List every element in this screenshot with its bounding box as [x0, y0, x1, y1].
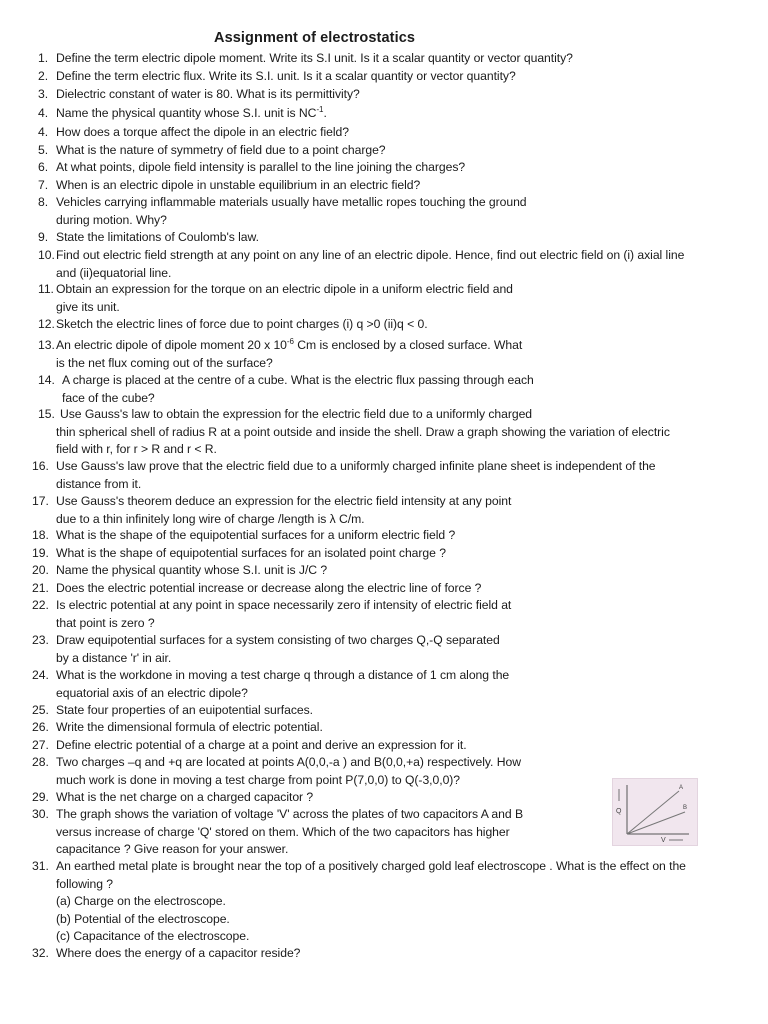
question-number: 31. [32, 859, 49, 873]
question-text: State the limitations of Coulomb's law. [56, 230, 259, 244]
question-text-line [56, 789, 313, 807]
question-number: 9. [38, 230, 49, 244]
question-text-line [62, 372, 534, 390]
question-text: (b) Potential of the electroscope. [56, 911, 230, 926]
question-text-line [56, 772, 460, 790]
question-number: 14. [38, 373, 55, 387]
question-text-line [62, 390, 155, 408]
question-text-line [56, 229, 259, 247]
question-text: The graph shows the variation of voltage 'V' across the plates of two capacitors A and B [56, 807, 524, 821]
question-number: 19. [32, 546, 49, 560]
question-text-line [60, 406, 532, 424]
question-text-line [56, 527, 455, 545]
graph-x-label: V [661, 837, 666, 844]
question-text-line [56, 159, 465, 177]
question-number: 11. [38, 282, 54, 296]
capacitor-graph [612, 778, 698, 846]
question-text-line [56, 632, 500, 650]
question-text: Is electric potential at any point in space necessarily zero if intensity of electric field at [56, 598, 512, 612]
question-text: face of the cube? [62, 390, 155, 405]
question-text-line [56, 142, 386, 160]
question-text: versus increase of charge 'Q' stored on them. Which of the two capacitors has higher [56, 824, 510, 839]
question-text-line [56, 337, 522, 355]
question-text: When is an electric dipole in unstable equilibrium in an electric field? [56, 178, 421, 192]
question-text: Write the dimensional formula of electric potential. [56, 720, 323, 734]
question-text: during motion. Why? [56, 212, 167, 227]
question-text-line [56, 194, 527, 212]
question-text: Dielectric constant of water is 80. What is its permittivity? [56, 87, 360, 101]
question-text: Use Gauss's law prove that the electric field due to a uniformly charged infinite plane sheet is independent of the [56, 459, 656, 473]
question-text-line [56, 824, 510, 842]
question-number: 13. [38, 338, 55, 352]
question-text-line [56, 737, 467, 755]
graph-line-b-label: B [683, 805, 688, 811]
question-text-line [56, 597, 511, 615]
question-text-line [56, 945, 300, 963]
question-text: An earthed metal plate is brought near the top of a positively charged gold leaf electroscope . What is the effect on the [56, 859, 686, 873]
question-text: equatorial axis of an electric dipole? [56, 685, 248, 700]
question-number: 6. [38, 160, 49, 174]
question-text: and (ii)equatorial line. [56, 265, 172, 280]
question-text: Draw equipotential surfaces for a system consisting of two charges Q,-Q separated [56, 633, 500, 647]
question-text-line [56, 806, 523, 824]
question-text-suffix: . [323, 106, 327, 120]
question-number: 16. [32, 459, 49, 473]
question-text: much work is done in moving a test charge from point P(7,0,0) to Q(-3,0,0)? [56, 772, 461, 787]
question-text: What is the net charge on a charged capacitor ? [56, 790, 314, 804]
question-text-line [56, 68, 516, 86]
question-text: Obtain an expression for the torque on an electric dipole in a uniform electric field and [56, 282, 513, 296]
question-text: Two charges –q and +q are located at points A(0,0,-a ) and B(0,0,+a) respectively. How [56, 755, 521, 769]
question-number: 32. [32, 946, 49, 960]
question-text: What is the shape of the equipotential surfaces for a uniform electric field ? [56, 528, 456, 542]
question-number: 8. [38, 195, 49, 209]
question-text: Define electric potential of a charge at a point and derive an expression for it. [56, 738, 467, 752]
question-text: distance from it. [56, 476, 142, 491]
question-number: 2. [38, 69, 49, 83]
question-text-line [56, 476, 141, 494]
question-text-line [56, 212, 167, 230]
question-text-line [56, 493, 511, 511]
question-text: (a) Charge on the electroscope. [56, 894, 226, 908]
question-text: field with r, for r > R and r < R. [56, 442, 217, 456]
question-text-line [56, 281, 513, 299]
question-text: Define the term electric flux. Write its S.I. unit. Is it a scalar quantity or vector quantity? [56, 69, 516, 83]
question-number: 30. [32, 807, 49, 821]
question-number: 25. [32, 703, 49, 717]
question-text-line [56, 105, 327, 123]
question-number: 21. [32, 581, 49, 595]
question-text: Name the physical quantity whose S.I. unit is J/C ? [56, 563, 328, 577]
question-number: 23. [32, 633, 49, 647]
question-text: What is the shape of equipotential surfaces for an isolated point charge ? [56, 546, 446, 560]
question-text-line [56, 511, 365, 529]
question-text: Use Gauss's theorem deduce an expression for the electric field intensity at any point [56, 494, 512, 508]
question-text-line [56, 754, 521, 772]
question-number: 15. [38, 407, 55, 421]
question-text-line [56, 562, 327, 580]
question-number: 26. [32, 720, 49, 734]
question-text: Sketch the electric lines of force due to point charges (i) q >0 (ii)q < 0. [56, 317, 428, 331]
question-number: 7. [38, 178, 49, 192]
question-text: thin spherical shell of radius R at a point outside and inside the shell. Draw a graph showing the variation of electric [56, 424, 670, 439]
question-text-line [56, 858, 686, 876]
question-text-line [56, 615, 155, 633]
question-text: Does the electric potential increase or decrease along the electric line of force ? [56, 581, 482, 595]
question-text: Vehicles carrying inflammable materials usually have metallic ropes touching the ground [56, 195, 527, 209]
question-number: 5. [38, 143, 49, 157]
question-text-line [56, 650, 171, 668]
question-text-line [56, 265, 171, 283]
question-text-line [56, 545, 446, 563]
question-text: Where does the energy of a capacitor reside? [56, 946, 301, 960]
question-number: 4. [38, 106, 49, 120]
graph-line-a-label: A [679, 785, 684, 791]
question-text-line [56, 911, 230, 929]
question-text-line [56, 928, 249, 946]
question-text-line [56, 667, 509, 685]
graph-line-b [627, 812, 685, 834]
question-text-line [56, 424, 670, 442]
question-text-line [56, 458, 656, 476]
question-number: 3. [38, 87, 49, 101]
question-text-line [56, 124, 349, 142]
question-text: by a distance 'r' in air. [56, 650, 172, 665]
question-text-line [56, 685, 248, 703]
question-text-line [56, 86, 360, 104]
question-text: that point is zero ? [56, 615, 155, 630]
question-text: What is the nature of symmetry of field due to a point charge? [56, 143, 386, 157]
graph-line-a [627, 791, 679, 834]
question-text-line [56, 247, 684, 265]
question-text: A charge is placed at the centre of a cube. What is the electric flux passing through each [62, 373, 534, 387]
question-text: Find out electric field strength at any point on any line of an electric dipole. Hence, find out electric field on (i) axial line [56, 248, 685, 262]
question-text: is the net flux coming out of the surface? [56, 355, 273, 370]
question-number: 28. [32, 755, 49, 769]
question-text: Use Gauss's law to obtain the expression for the electric field due to a uniformly charged [60, 407, 533, 421]
question-text-line [56, 580, 481, 598]
graph-y-label: Q [616, 808, 622, 815]
question-text: Define the term electric dipole moment. Write its S.I unit. Is it a scalar quantity or vector quantity? [56, 51, 573, 65]
question-text: An electric dipole of dipole moment 20 x 10 [56, 338, 287, 352]
question-number: 4. [38, 125, 49, 139]
question-text: Name the physical quantity whose S.I. unit is NC [56, 106, 317, 120]
question-text-line [56, 299, 120, 317]
question-number: 17. [32, 494, 49, 508]
question-text: State four properties of an euipotential surfaces. [56, 703, 313, 717]
question-text: capacitance ? Give reason for your answer. [56, 842, 289, 856]
question-number: 18. [32, 528, 49, 542]
superscript: -6 [286, 337, 294, 346]
question-text-line [56, 316, 428, 334]
question-text: (c) Capacitance of the electroscope. [56, 929, 250, 943]
question-text-suffix: Cm is enclosed by a closed surface. What [293, 338, 523, 352]
question-number: 1. [38, 51, 49, 65]
question-text: following ? [56, 876, 114, 891]
question-text-line [56, 177, 420, 195]
question-text: At what points, dipole field intensity is parallel to the line joining the charges? [56, 160, 466, 174]
question-text: due to a thin infinitely long wire of charge /length is λ C/m. [56, 511, 365, 526]
capacitor-graph-svg [613, 779, 697, 845]
page-title: Assignment of electrostatics [214, 30, 416, 46]
question-text-line [56, 841, 288, 859]
question-number: 22. [32, 598, 49, 612]
question-number: 10. [38, 248, 55, 262]
question-number: 29. [32, 790, 49, 804]
question-text-line [56, 50, 573, 68]
question-text-line [56, 719, 323, 737]
question-text: What is the workdone in moving a test charge q through a distance of 1 cm along the [56, 668, 510, 682]
question-text: give its unit. [56, 299, 120, 314]
question-text: How does a torque affect the dipole in an electric field? [56, 125, 349, 139]
question-text-line [56, 355, 273, 373]
question-text-line [56, 702, 313, 720]
question-number: 24. [32, 668, 49, 682]
question-text-line [56, 893, 226, 911]
question-number: 20. [32, 563, 49, 577]
question-number: 27. [32, 738, 49, 752]
question-text-line [56, 441, 217, 459]
question-text-line [56, 876, 113, 894]
superscript: -1 [316, 105, 324, 114]
question-number: 12. [38, 317, 55, 331]
